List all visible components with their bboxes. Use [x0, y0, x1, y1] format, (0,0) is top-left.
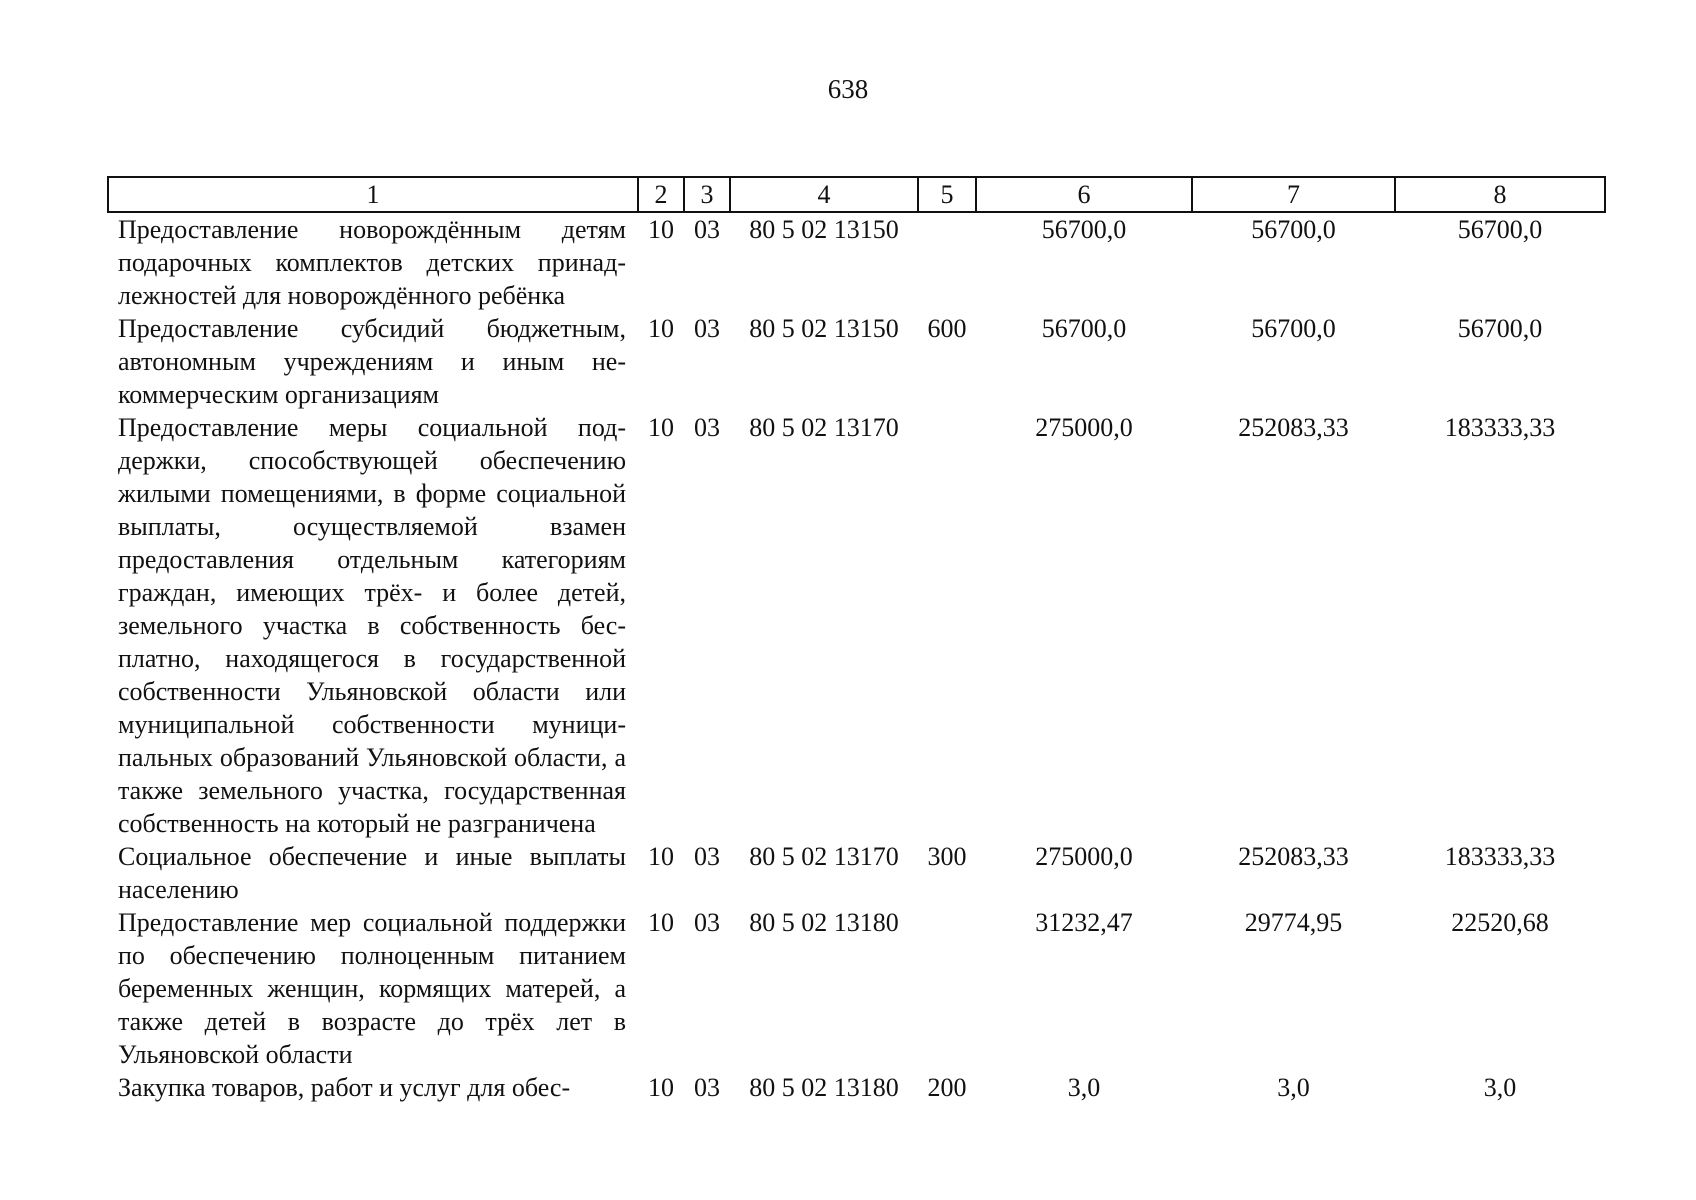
row-expense-type: 300 [927, 842, 967, 871]
column-header-1: 1 [108, 177, 638, 212]
row-description: Предоставление мер социальной поддержки по обеспечению полноценным питанием беременных женщин, кормящих матерей, а также детей в возрасте до трёх лет в Ульяновской области [118, 908, 626, 1069]
row-description: Закупка товаров, работ и услуг для обес- [118, 1073, 571, 1102]
row-target-code: 80 5 02 13180 [749, 1073, 899, 1102]
row-subsection: 03 [694, 413, 720, 442]
row-description: Социальное обеспечение и иные выплаты населению [118, 842, 626, 904]
column-header-6: 6 [976, 177, 1192, 212]
row-amount-8: 56700,0 [1457, 215, 1543, 244]
row-section: 10 [648, 215, 674, 244]
column-header-4: 4 [730, 177, 918, 212]
budget-table [107, 176, 1606, 1104]
row-description: Предоставление меры социальной поддержки, способствующей обеспечению жилыми помещениями, в форме социальной выплаты, осуществляемой взамен предоставления отдельным категориям граждан, имеющих трёх- и более детей, земельного участка в собственность бесплатно, находящегося в государственной собственности Ульяновской области или муниципальной собственности муниципальных образований Ульяновской области, а также земельного участка, государственная собственность на который не разграничена [118, 413, 626, 838]
row-amount-8: 183333,33 [1444, 413, 1556, 442]
row-amount-7: 252083,33 [1238, 413, 1349, 442]
row-section: 10 [648, 413, 674, 442]
row-amount-8: 56700,0 [1457, 314, 1543, 343]
row-amount-6: 56700,0 [1041, 215, 1127, 244]
row-amount-6: 275000,0 [1035, 842, 1133, 871]
column-header-5: 5 [918, 177, 976, 212]
table-row [108, 212, 1605, 312]
row-subsection: 03 [694, 1073, 720, 1102]
row-target-code: 80 5 02 13180 [749, 908, 899, 937]
row-section: 10 [648, 842, 674, 871]
row-amount-7: 29774,95 [1244, 908, 1343, 937]
column-header-2: 2 [638, 177, 684, 212]
row-amount-6: 3,0 [1067, 1073, 1101, 1102]
header-row [108, 177, 1605, 212]
page-number: 638 [827, 74, 869, 104]
row-amount-8: 183333,33 [1444, 842, 1556, 871]
column-header-7: 7 [1192, 177, 1395, 212]
row-expense-type: 200 [927, 1073, 967, 1102]
row-amount-6: 275000,0 [1035, 413, 1133, 442]
row-amount-7: 3,0 [1277, 1073, 1310, 1102]
row-amount-6: 56700,0 [1041, 314, 1127, 343]
row-section: 10 [648, 314, 674, 343]
table-row [108, 411, 1605, 840]
row-amount-7: 56700,0 [1251, 215, 1336, 244]
table-row [108, 840, 1605, 906]
row-target-code: 80 5 02 13150 [749, 314, 899, 343]
table-row [108, 906, 1605, 1071]
row-description: Предоставление субсидий бюджетным, автономным учреждениям и иным некоммерческим организациям [118, 314, 626, 409]
row-amount-7: 56700,0 [1251, 314, 1336, 343]
row-amount-8: 22520,68 [1451, 908, 1549, 937]
row-subsection: 03 [694, 842, 720, 871]
row-target-code: 80 5 02 13170 [749, 842, 899, 871]
row-expense-type [918, 906, 976, 1071]
row-expense-type [918, 212, 976, 312]
row-section: 10 [648, 1073, 674, 1102]
column-header-8: 8 [1395, 177, 1605, 212]
row-section: 10 [648, 908, 674, 937]
row-target-code: 80 5 02 13170 [749, 413, 899, 442]
column-header-3: 3 [684, 177, 730, 212]
row-description: Предоставление новорождённым детям подарочных комплектов детских принадлежностей для новорождённого ребёнка [118, 215, 626, 310]
row-subsection: 03 [694, 215, 720, 244]
row-amount-6: 31232,47 [1035, 908, 1133, 937]
row-target-code: 80 5 02 13150 [749, 215, 899, 244]
row-amount-7: 252083,33 [1238, 842, 1349, 871]
row-subsection: 03 [694, 908, 720, 937]
row-expense-type: 600 [927, 314, 967, 343]
row-subsection: 03 [694, 314, 720, 343]
row-expense-type [918, 411, 976, 840]
table-row [108, 312, 1605, 411]
row-amount-8: 3,0 [1483, 1073, 1517, 1102]
table-row [108, 1071, 1605, 1104]
